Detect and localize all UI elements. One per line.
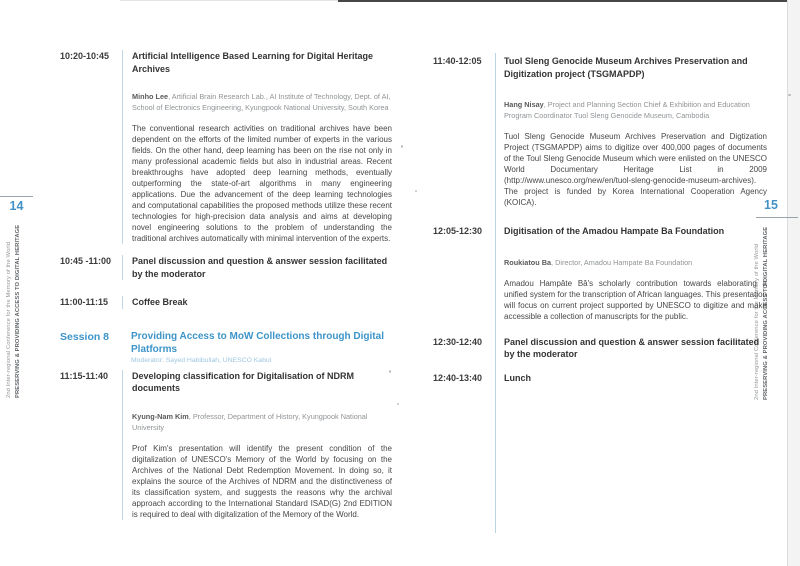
left-tab-rule — [0, 196, 33, 197]
speaker-affiliation: , Project and Planning Section Chief & Exhibition and Education Program Coordinator Tuol Sleng Genocide Museum, Cambodia — [504, 100, 750, 120]
presentation-title: Tuol Sleng Genocide Museum Archives Preservation and Digitization project (TSGMAPDP) — [504, 56, 748, 79]
speaker-name: Roukiatou Ba — [504, 257, 552, 267]
speaker-affiliation: , Artificial Brain Research Lab., AI Institute of Technology, Dept. of AI, School of Electronics Engineering, Kyungpook National University, South Korea — [132, 92, 391, 112]
scan-speck — [415, 190, 417, 192]
conference-theme-vertical: PRESERVING & PROVIDING ACCESS TO DIGITAL HERITAGE — [15, 224, 21, 398]
presentation-title: Artificial Intelligence Based Learning for Digital Heritage Archives — [132, 51, 374, 74]
abstract-text: Amadou Hampâte Bâ's scholarly contribution towards elaborating a unified system for the transcription of African languages. This presentation will focus on current project supported by UNESCO to digitize and make accessible a collection of manuscripts for the public. — [504, 278, 767, 321]
agenda-item-title: Coffee Break — [132, 297, 188, 307]
schedule-row — [433, 372, 767, 385]
speaker-name: Hang Nisay — [504, 100, 544, 109]
right-page-number: 15 — [764, 198, 778, 212]
abstract-text: Tuol Sleng Genocide Museum Archives Preservation and Digtization Project (TSGMAPDP) aims to digitize over 400,000 pages of documents of the Toul Sleng Genocide Museum which were enlisted on the UNESCO World Documentary Heritage List in 2009 (http://www.unesco.org/new/en/tuol-sleng-genocide-museum-archives). The project is funded by Korea International Cooperation Agency (KOICA). — [504, 132, 767, 207]
session-title: Providing Access to MoW Collections through Digital Platforms — [131, 330, 384, 355]
schedule-row — [433, 55, 767, 208]
scan-speck — [788, 94, 791, 96]
schedule-row — [433, 225, 767, 322]
presentation-title: Digitisation of the Amadou Hampate Ba Foundation — [504, 226, 725, 236]
speaker-name: Minho Lee — [132, 92, 169, 101]
scan-top-edge-dark — [338, 0, 800, 2]
program-page-right — [433, 50, 767, 384]
speaker-name: Kyung-Nam Kim — [132, 411, 189, 421]
left-page-number: 14 — [9, 199, 24, 213]
session-heading-row — [60, 330, 392, 364]
time-slot: 11:40-12:05 — [433, 56, 482, 66]
time-slot: 12:40-13:40 — [433, 372, 483, 383]
time-slot: 12:30-12:40 — [433, 336, 483, 347]
agenda-item-title: Panel discussion and question & answer session facilitated by the moderator — [504, 336, 760, 359]
session-moderator: Moderator: Sayed Habibullah, UNESCO Kabul — [131, 356, 272, 364]
schedule-row — [433, 336, 767, 361]
scan-speck — [397, 403, 399, 405]
scan-right-edge-strip — [788, 0, 800, 566]
program-page-left — [60, 45, 392, 520]
speaker-line — [132, 411, 392, 433]
schedule-row — [60, 370, 392, 520]
scan-speck — [401, 145, 403, 148]
speaker-line — [132, 91, 392, 113]
schedule-row — [60, 296, 392, 309]
conference-name-vertical: 2nd Inter-regional Conference for the Memory of the World — [6, 241, 12, 398]
abstract-text: The conventional research activities on traditional archives have been dependent on the efforts of the limited number of experts in the various fields. On the other hand, deep learning has been on the rise not only in many professional academic fields but also in industrial areas. Recent breakthroughs have adopted deep learning methods, eventually outperforming the state-of-art algorithms in many engineering applications. Due the advancement of the deep learning technologies and computational capabilities the proposed methods utilize these recent technologies for high-precision data analysis and aims at developing novel engineering solutions to the problem of understanding the traditional archives automatically with minimal intervention of the experts. — [132, 124, 392, 243]
speaker-line — [504, 99, 767, 121]
time-slot: 11:00-11:15 — [60, 297, 109, 307]
presentation-title: Developing classification for Digitalisation of NDRM documents — [132, 370, 355, 393]
time-slot: 11:15-11:40 — [60, 370, 109, 381]
time-slot: 10:20-10:45 — [60, 51, 110, 61]
session-label: Session 8 — [60, 330, 110, 343]
speaker-line — [504, 257, 767, 268]
agenda-item-title: Panel discussion and question & answer session facilitated by the moderator — [132, 256, 388, 279]
scan-top-edge-faint — [120, 0, 338, 1]
schedule-row — [60, 50, 392, 244]
abstract-text: Prof Kim's presentation will identify the present condition of the digitalization of UNESCO's Memory of the World by focusing on the Archives of the National Debt Redemption Movement. In doing so, it explains the source of the Archives of NDRM and the distinctiveness of its classification system, and suggests the reasons why the archival approach according to the International Standard ISAD(G) 2nd EDITION is required to deal with digitalization of the Memory of the World. — [132, 443, 392, 519]
speaker-affiliation: , Professor, Department of History, Kyungpook National University — [132, 411, 368, 432]
schedule-row — [60, 255, 392, 280]
time-slot: 12:05-12:30 — [433, 226, 483, 236]
agenda-item-title: Lunch — [504, 372, 531, 383]
time-slot: 10:45 -11:00 — [60, 256, 112, 266]
conference-name-vertical: 2nd Inter-regional Conference for the Memory of the World — [754, 243, 760, 400]
speaker-affiliation: , Director, Amadou Hampate Ba Foundation — [551, 257, 693, 267]
conference-theme-vertical: PRESERVING & PROVIDING ACCESS TO DIGITAL HERITAGE — [763, 226, 769, 400]
scan-right-edge-line — [787, 0, 788, 566]
left-tab-vertical-text — [5, 222, 31, 398]
